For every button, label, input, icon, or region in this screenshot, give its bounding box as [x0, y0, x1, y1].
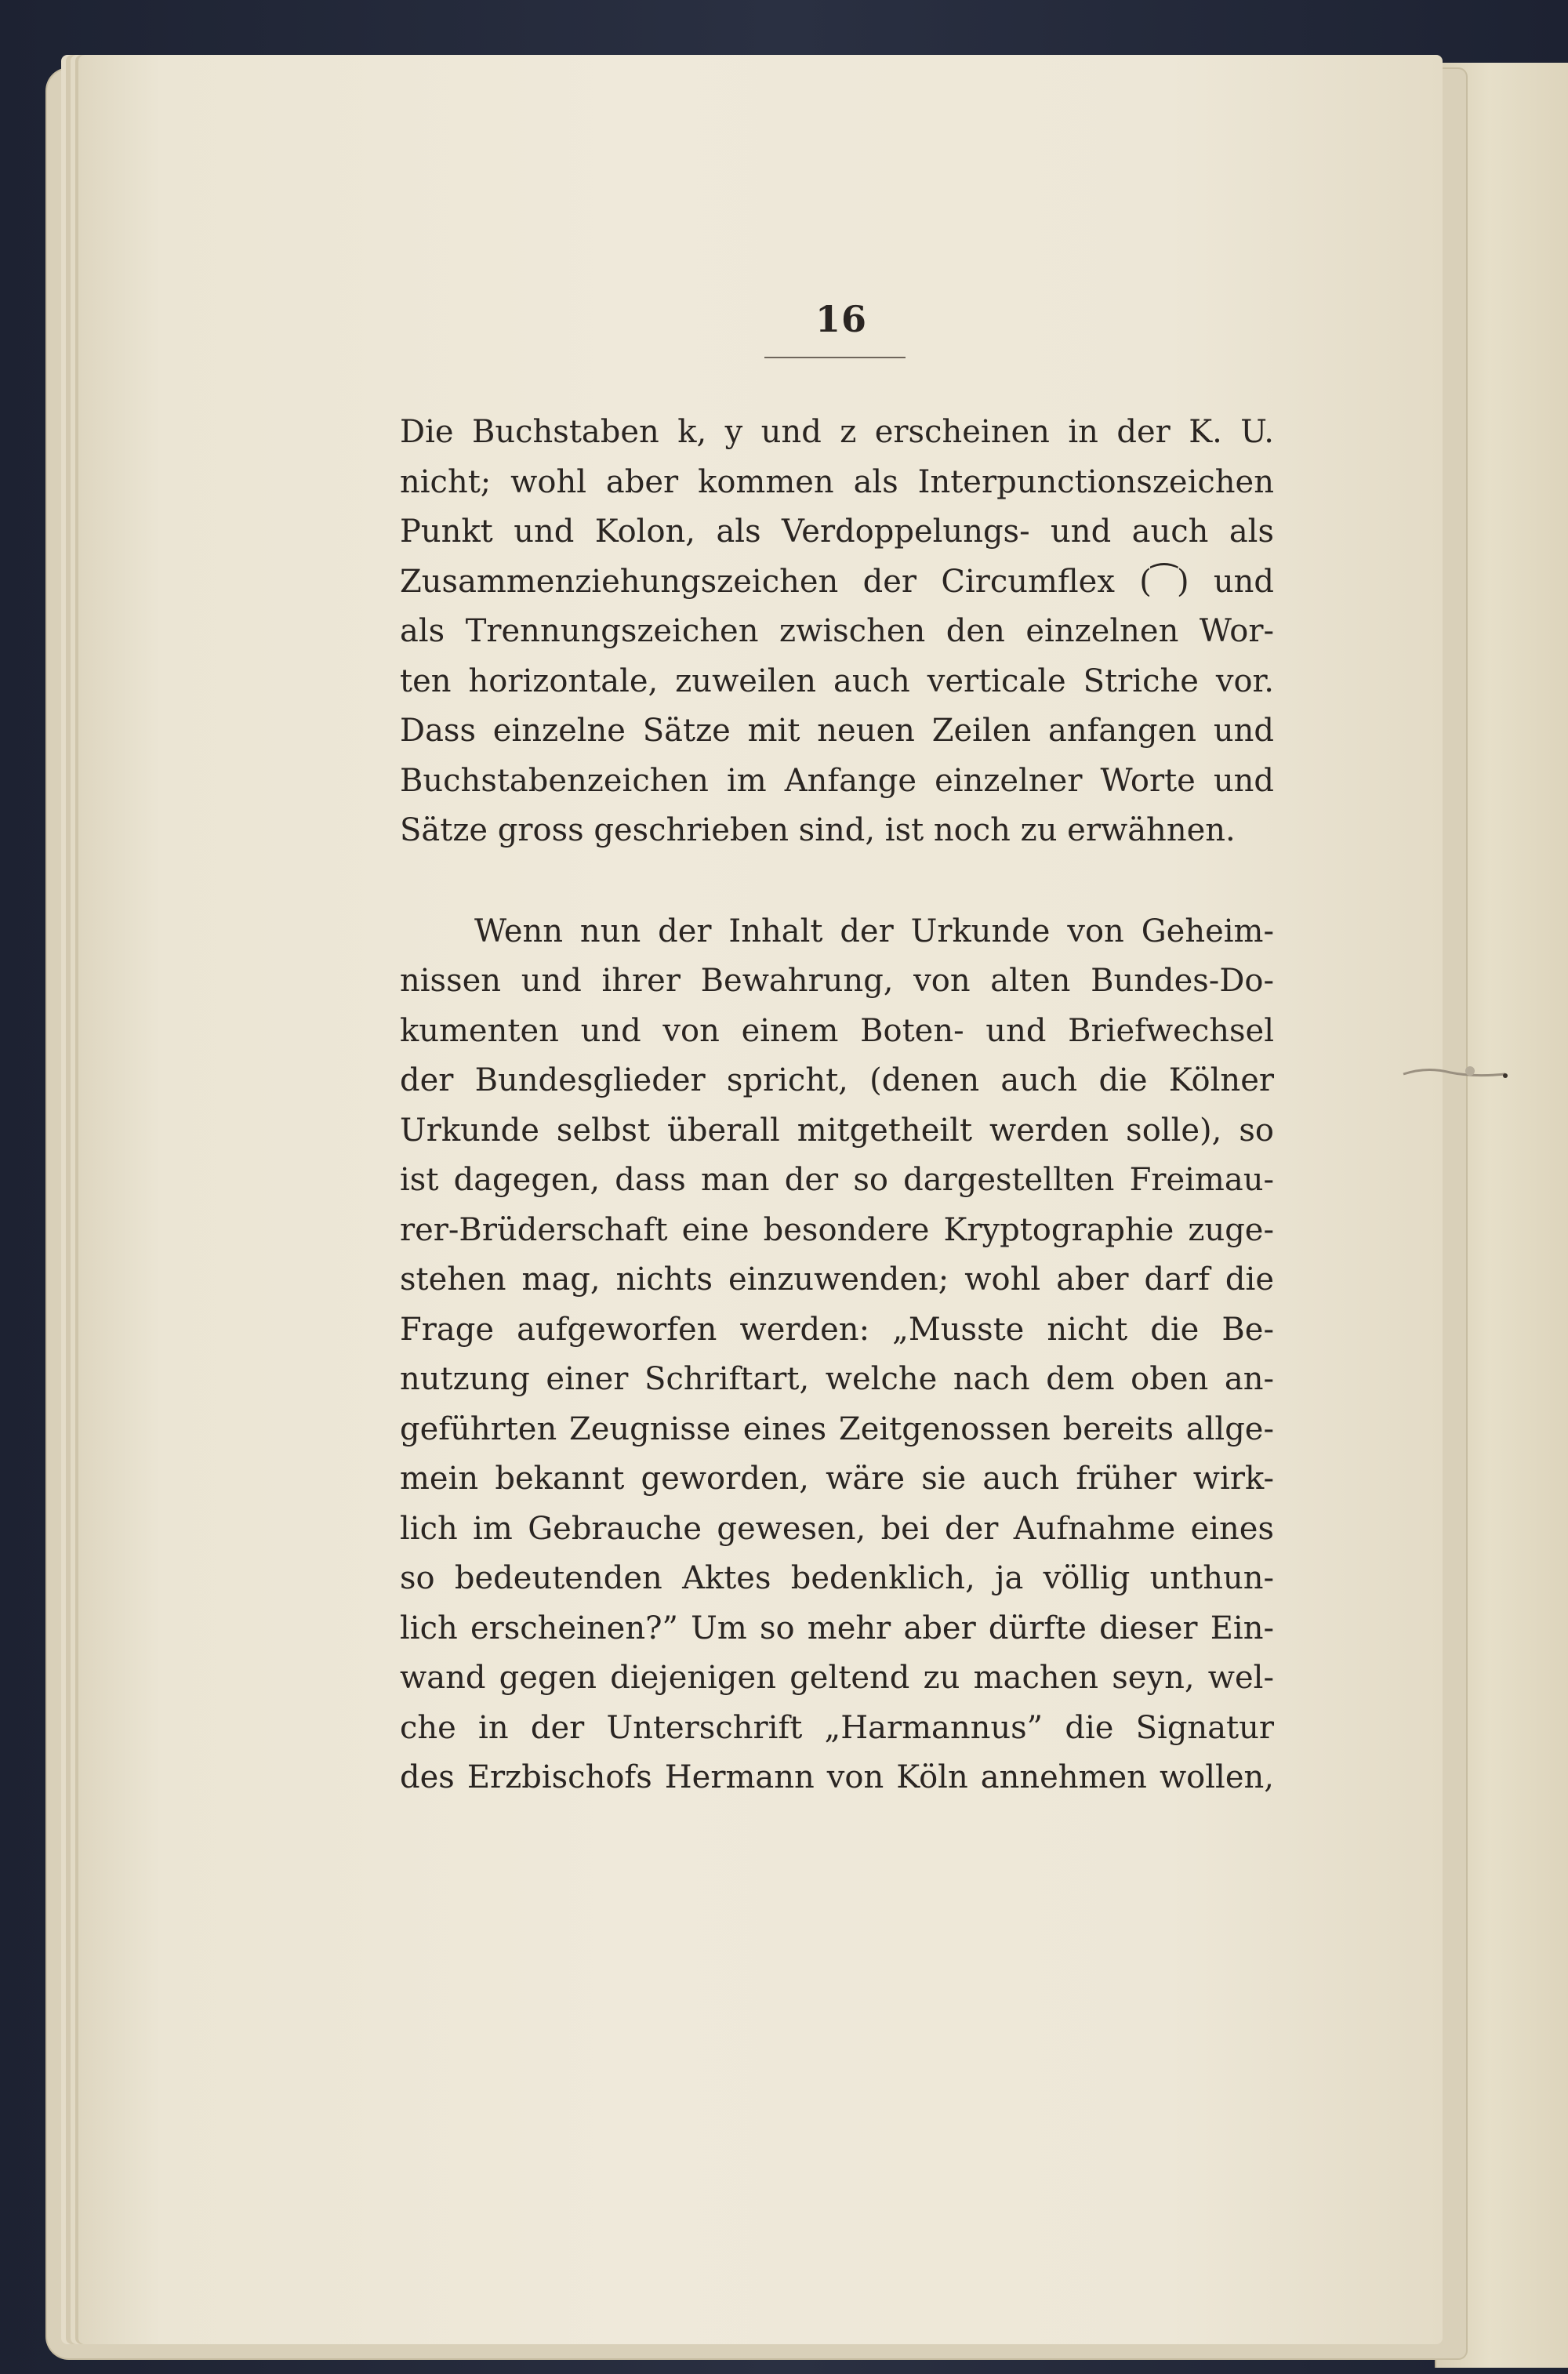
paragraph-gap — [400, 856, 1274, 907]
text-line: ist dagegen, dass man der so dargestellten Freimau- — [400, 1162, 1274, 1198]
text-line: Dass einzelne Sätze mit neuen Zeilen anfangen und — [400, 713, 1274, 749]
body-text — [400, 408, 1274, 1803]
text-line: der Bundesglieder spricht, (denen auch die Kölner — [400, 1062, 1274, 1098]
text-line: Sätze gross geschrieben sind, ist noch zu erwähnen. — [400, 812, 1236, 848]
header-rule — [764, 357, 906, 358]
paragraph-2 — [400, 907, 1274, 1803]
text-line: nicht; wohl aber kommen als Interpunctionszeichen — [400, 463, 1274, 500]
text-line: des Erzbischofs Hermann von Köln annehmen wollen, — [400, 1759, 1274, 1795]
text-line: lich erscheinen?” Um so mehr aber dürfte dieser Ein- — [400, 1610, 1274, 1646]
text-line: ten horizontale, zuweilen auch verticale Striche vor. — [400, 662, 1274, 699]
text-line: mein bekannt geworden, wäre sie auch früher wirk- — [400, 1461, 1274, 1497]
paragraph-1 — [400, 408, 1274, 856]
text-line: Buchstabenzeichen im Anfange einzelner Worte und — [400, 762, 1274, 799]
text-line: Die Buchstaben k, y und z erscheinen in der K. U. — [400, 414, 1274, 450]
text-line: Urkunde selbst überall mitgetheilt werden solle), so — [400, 1112, 1274, 1149]
text-line: lich im Gebrauche gewesen, bei der Aufnahme eines — [400, 1510, 1274, 1547]
text-line: nutzung einer Schriftart, welche nach dem oben an- — [400, 1361, 1274, 1397]
text-line: kumenten und von einem Boten- und Briefwechsel — [400, 1012, 1274, 1049]
paper-blemish — [1396, 1043, 1513, 1098]
text-line: als Trennungszeichen zwischen den einzelnen Wor- — [400, 613, 1274, 649]
text-line: Frage aufgeworfen werden: „Musste nicht die Be- — [400, 1311, 1274, 1348]
text-line: stehen mag, nichts einzuwenden; wohl aber darf die — [400, 1261, 1274, 1298]
text-line: so bedeutenden Aktes bedenklich, ja völlig unthun- — [400, 1560, 1274, 1596]
text-line: nissen und ihrer Bewahrung, von alten Bundes-Do- — [400, 963, 1274, 999]
text-line: Punkt und Kolon, als Verdoppelungs- und auch als — [400, 514, 1274, 550]
text-line: Wenn nun der Inhalt der Urkunde von Geheim- — [474, 913, 1274, 949]
text-line: Zusammenziehungszeichen der Circumflex (⁀) und — [400, 563, 1274, 600]
text-line: che in der Unterschrift „Harmannus” die Signatur — [400, 1709, 1274, 1746]
text-line: wand gegen diejenigen geltend zu machen seyn, wel- — [400, 1660, 1274, 1696]
page-number: 16 — [815, 298, 868, 340]
text-line: geführten Zeugnisse eines Zeitgenossen bereits allge- — [400, 1410, 1274, 1447]
text-line: rer-Brüderschaft eine besondere Kryptographie zuge- — [400, 1211, 1274, 1248]
